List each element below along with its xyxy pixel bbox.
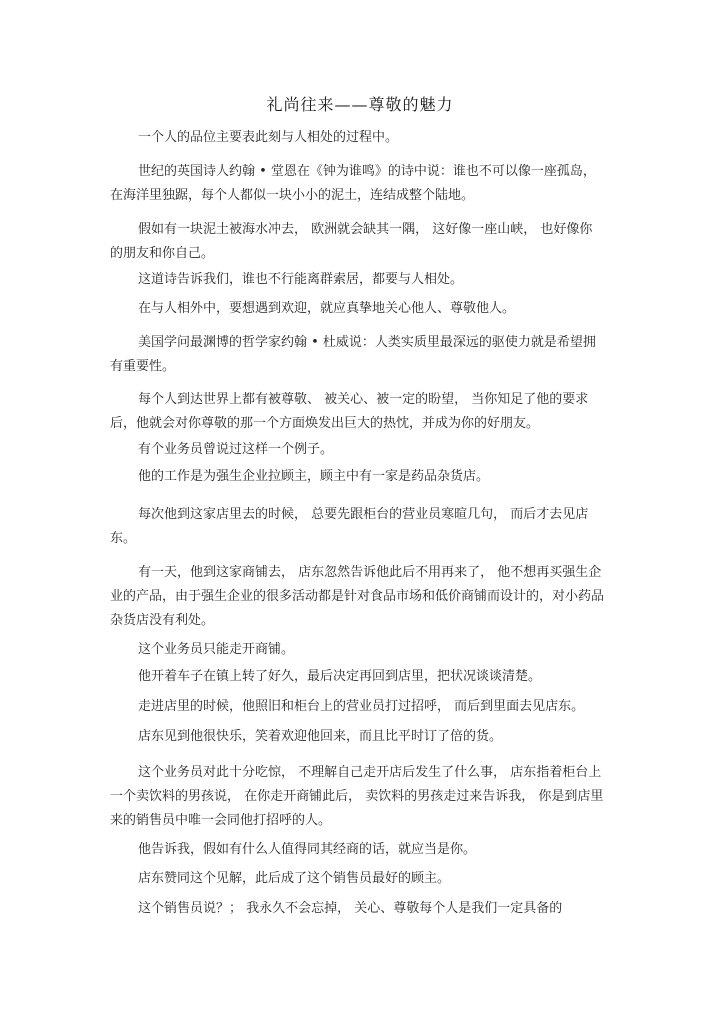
paragraph-5: 在与人相外中，要想遇到欢迎，就应真挚地关心他人、尊敬他人。 bbox=[138, 301, 516, 316]
paragraph-11: 有一天，他到这家商铺去， 店东忽然告诉他此后不用再来了， 他不想再买强生企业的产品，由于强生企业的很多活动都是针对食品市场和低价商铺而设计的，对小药品杂货店没有利处。 bbox=[110, 565, 605, 628]
paragraph-2: 世纪的英国诗人约翰 • 堂恩在《钟为谁鸣》的诗中说：谁也不可以像一座孤岛，在海洋里独踞，每个人都似一块小小的泥土，连结成整个陆地。 bbox=[110, 164, 596, 203]
paragraph-13: 他开着车子在镇上转了好久，最后决定再回到店里，把状况谈谈清楚。 bbox=[138, 669, 542, 684]
paragraph-4: 这道诗告诉我们，谁也不行能离群索居，都要与人相处。 bbox=[138, 272, 464, 287]
paragraph-17: 他告诉我，假如有什么人值得同其经商的话，就应当是你。 bbox=[138, 842, 477, 857]
paragraph-18: 店东赞同这个见解，此后成了这个销售员最好的顾主。 bbox=[138, 871, 451, 886]
paragraph-19: 这个销售员说？； 我永久不会忘掉， 关心、尊敬每个人是我们一定具备的 bbox=[138, 901, 563, 916]
document-title: 礼尚往来——尊敬的魅力 bbox=[266, 95, 454, 114]
paragraph-9: 他的工作是为强生企业拉顾主，顾主中有一家是药品杂货店。 bbox=[138, 469, 490, 484]
paragraph-1: 一个人的品位主要表此刻与人相处的过程中。 bbox=[138, 130, 399, 145]
paragraph-15: 店东见到他很快乐，笑着欢迎他回来，而且比平时订了倍的货。 bbox=[138, 729, 503, 744]
paragraph-7: 每个人到达世界上都有被尊敬、 被关心、被一定的盼望， 当你知足了他的要求后，他就会对你尊敬的那一个方面焕发出巨大的热忱，并成为你的好朋友。 bbox=[110, 392, 589, 431]
paragraph-14: 走进店里的时候，他照旧和柜台上的营业员打过招呼， 而后到里面去见店东。 bbox=[138, 699, 585, 714]
paragraph-8: 有个业务员曾说过这样一个例子。 bbox=[138, 442, 334, 457]
paragraph-10: 每次他到这家店里去的时候， 总要先跟柜台的营业员寒暄几句， 而后才去见店东。 bbox=[110, 507, 589, 546]
paragraph-6: 美国学问最渊博的哲学家约翰 • 杜威说：人类实质里最深远的驱使力就是希望拥有重要性。 bbox=[110, 335, 596, 374]
paragraph-12: 这个业务员只能走开商铺。 bbox=[138, 642, 295, 657]
paragraph-16: 这个业务员对此十分吃惊， 不理解自己走开店后发生了什么事， 店东指着柜台上一个卖饮料的男孩说， 在你走开商铺此后， 卖饮料的男孩走过来告诉我， 你是到店里来的销售员中唯一会同他打招呼的人。 bbox=[110, 765, 604, 828]
paragraph-3: 假如有一块泥土被海水冲去， 欧洲就会缺其一隅， 这好像一座山峡， 也好像你的朋友和你自己。 bbox=[110, 222, 593, 261]
